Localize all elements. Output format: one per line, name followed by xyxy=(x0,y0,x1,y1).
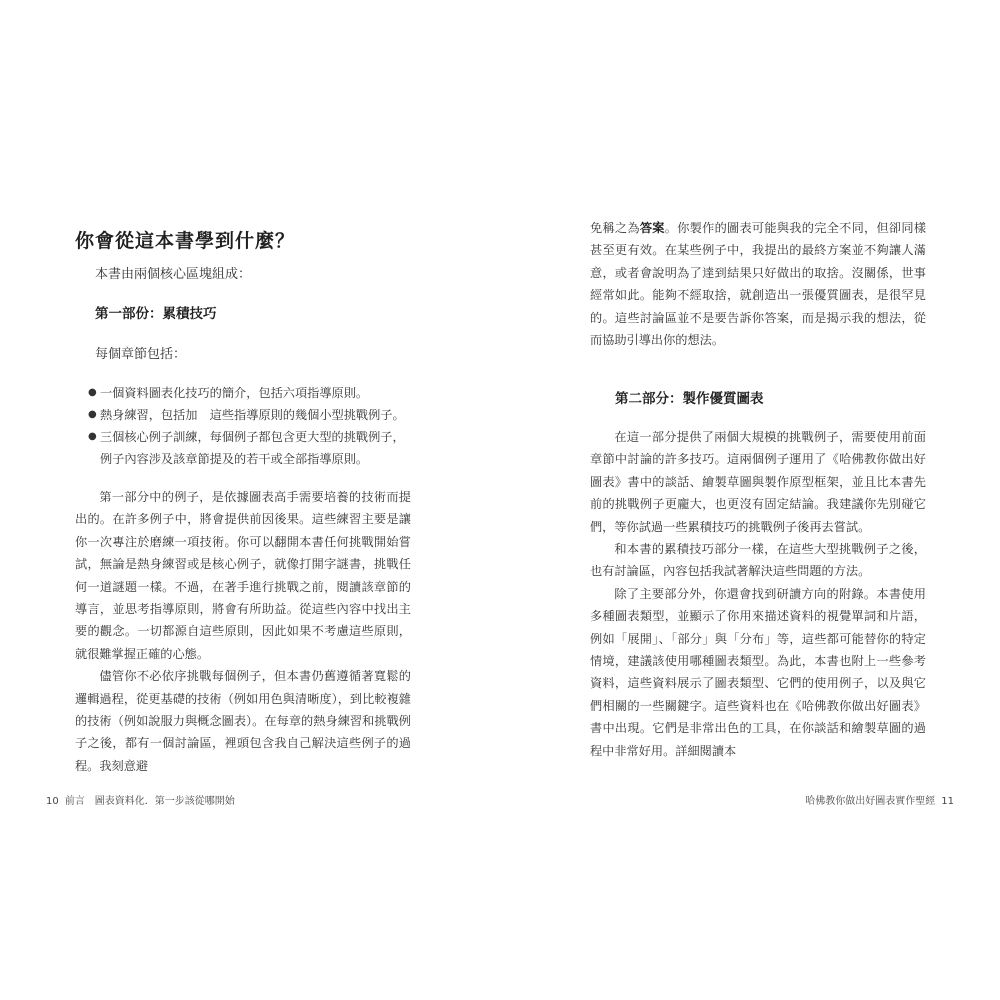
list-item-text: 三個核心例子訓練，每個例子都包含更大型的挑戰例子，例子內容涉及該章節提及的若干或全部指導原則。 xyxy=(100,430,405,466)
footer-right xyxy=(805,792,960,807)
body-text xyxy=(75,486,411,777)
list-item xyxy=(88,426,410,470)
chapter-contents-list xyxy=(88,382,410,470)
paragraph: 除了主要部分外，你還會找到研讀方向的附錄。本書使用多種圖表類型，並顯示了你用來描述資料的視覺單詞和片語，例如「展開」、「部分」與「分布」等，這些都可能替你的特定情境，建議該使用哪種圖表類型。為此，本書也附上一些參考資料，這些資料展示了圖表類型、它們的使用例子，以及與它們相關的一些關鍵字。這些資料也在《哈佛教你做出好圖表》書中出現。它們是非常出色的工具，在你談話和繪製草圖的過程中非常好用。詳細閱讀本 xyxy=(590,586,926,758)
part-one-heading: 第一部份：累積技巧 xyxy=(95,306,217,322)
bullet-icon: ● xyxy=(88,431,97,442)
emphasis-answer: 答案 xyxy=(639,221,665,235)
body-text xyxy=(590,426,926,762)
paragraph: 第一部分中的例子，是依據圖表高手需要培養的技術而提出的。在許多例子中，將會提供前因後果。這些練習主要是讓你一次專注於磨練一項技術。你可以翻開本書任何挑戰開始嘗試，無論是熱身練習或是核心例子，就像打開字謎書，挑戰任何一道謎題一樣。不過，在著手進行挑戰之前，閱讀該章節的導言，並思考指導原則，將會有所助益。從這些內容中找出主要的觀念。一切都源自這些原則，因此如果不考慮這些原則，就很難掌握正確的心態。 xyxy=(75,490,411,661)
paragraph: 和本書的累積技巧部分一樣，在這些大型挑戰例子之後，也有討論區，內容包括我試著解決這些問題的方法。 xyxy=(590,542,926,579)
bullet-icon: ● xyxy=(88,409,97,420)
intro-text: 本書由兩個核心區塊組成： xyxy=(95,267,252,282)
page-number: 11 xyxy=(941,796,954,807)
paragraph: 在這一部分提供了兩個大規模的挑戰例子，需要使用前面章節中討論的許多技巧。這兩個例子運用了《哈佛教你做出好圖表》書中的談話、繪製草圖與製作原型框架，並且比本書先前的挑戰例子更龐大，也更沒有固定結論。我建議你先別碰它們，等你試過一些累積技巧的挑戰例子後再去嘗試。 xyxy=(590,430,926,534)
right-page xyxy=(500,0,1000,1000)
page-number: 10 xyxy=(46,796,59,807)
page-title: 你會從這本書學到什麼？ xyxy=(75,230,296,252)
running-head: 前言 圖表資料化．第一步該從哪開始 xyxy=(64,796,235,807)
list-item xyxy=(88,404,410,426)
bullet-icon: ● xyxy=(88,387,97,398)
list-item-text: 熱身練習，包括加 這些指導原則的幾個小型挑戰例子。 xyxy=(100,408,405,422)
running-head: 哈佛教你做出好圖表實作聖經 xyxy=(805,796,936,807)
paragraph-text: 免稱之為 xyxy=(590,221,640,235)
body-text-continued xyxy=(590,217,926,351)
list-item-text: 一個資料圖表化技巧的簡介，包括六項指導原則。 xyxy=(100,386,369,400)
paragraph-text: 。你製作的圖表可能與我的完全不同，但卻同樣甚至更有效。在某些例子中，我提出的最終方案並不夠讓人滿意，或者會說明為了達到結果只好做出的取捨。沒關係，世事經常如此。能夠不經取捨，就創造出一張優質圖表，是很罕見的。這些討論區並不是要告訴你答案，而是揭示我的想法，從而協助引導出你的想法。 xyxy=(590,221,927,348)
chapter-intro-text: 每個章節包括： xyxy=(95,347,187,362)
paragraph: 儘管你不必依序挑戰每個例子，但本書仍舊遵循著寬鬆的邏輯過程，從更基礎的技術（例如用色與清晰度），到比較複雜的技術（例如說服力與概念圖表）。在每章的熱身練習和挑戰例子之後，都有一個討論區，裡頭包含我自己解決這些例子的過程。我刻意避 xyxy=(75,669,411,773)
paragraph xyxy=(590,217,926,351)
footer-left xyxy=(40,792,235,807)
list-item xyxy=(88,382,410,404)
part-two-heading: 第二部分：製作優質圖表 xyxy=(615,391,764,407)
